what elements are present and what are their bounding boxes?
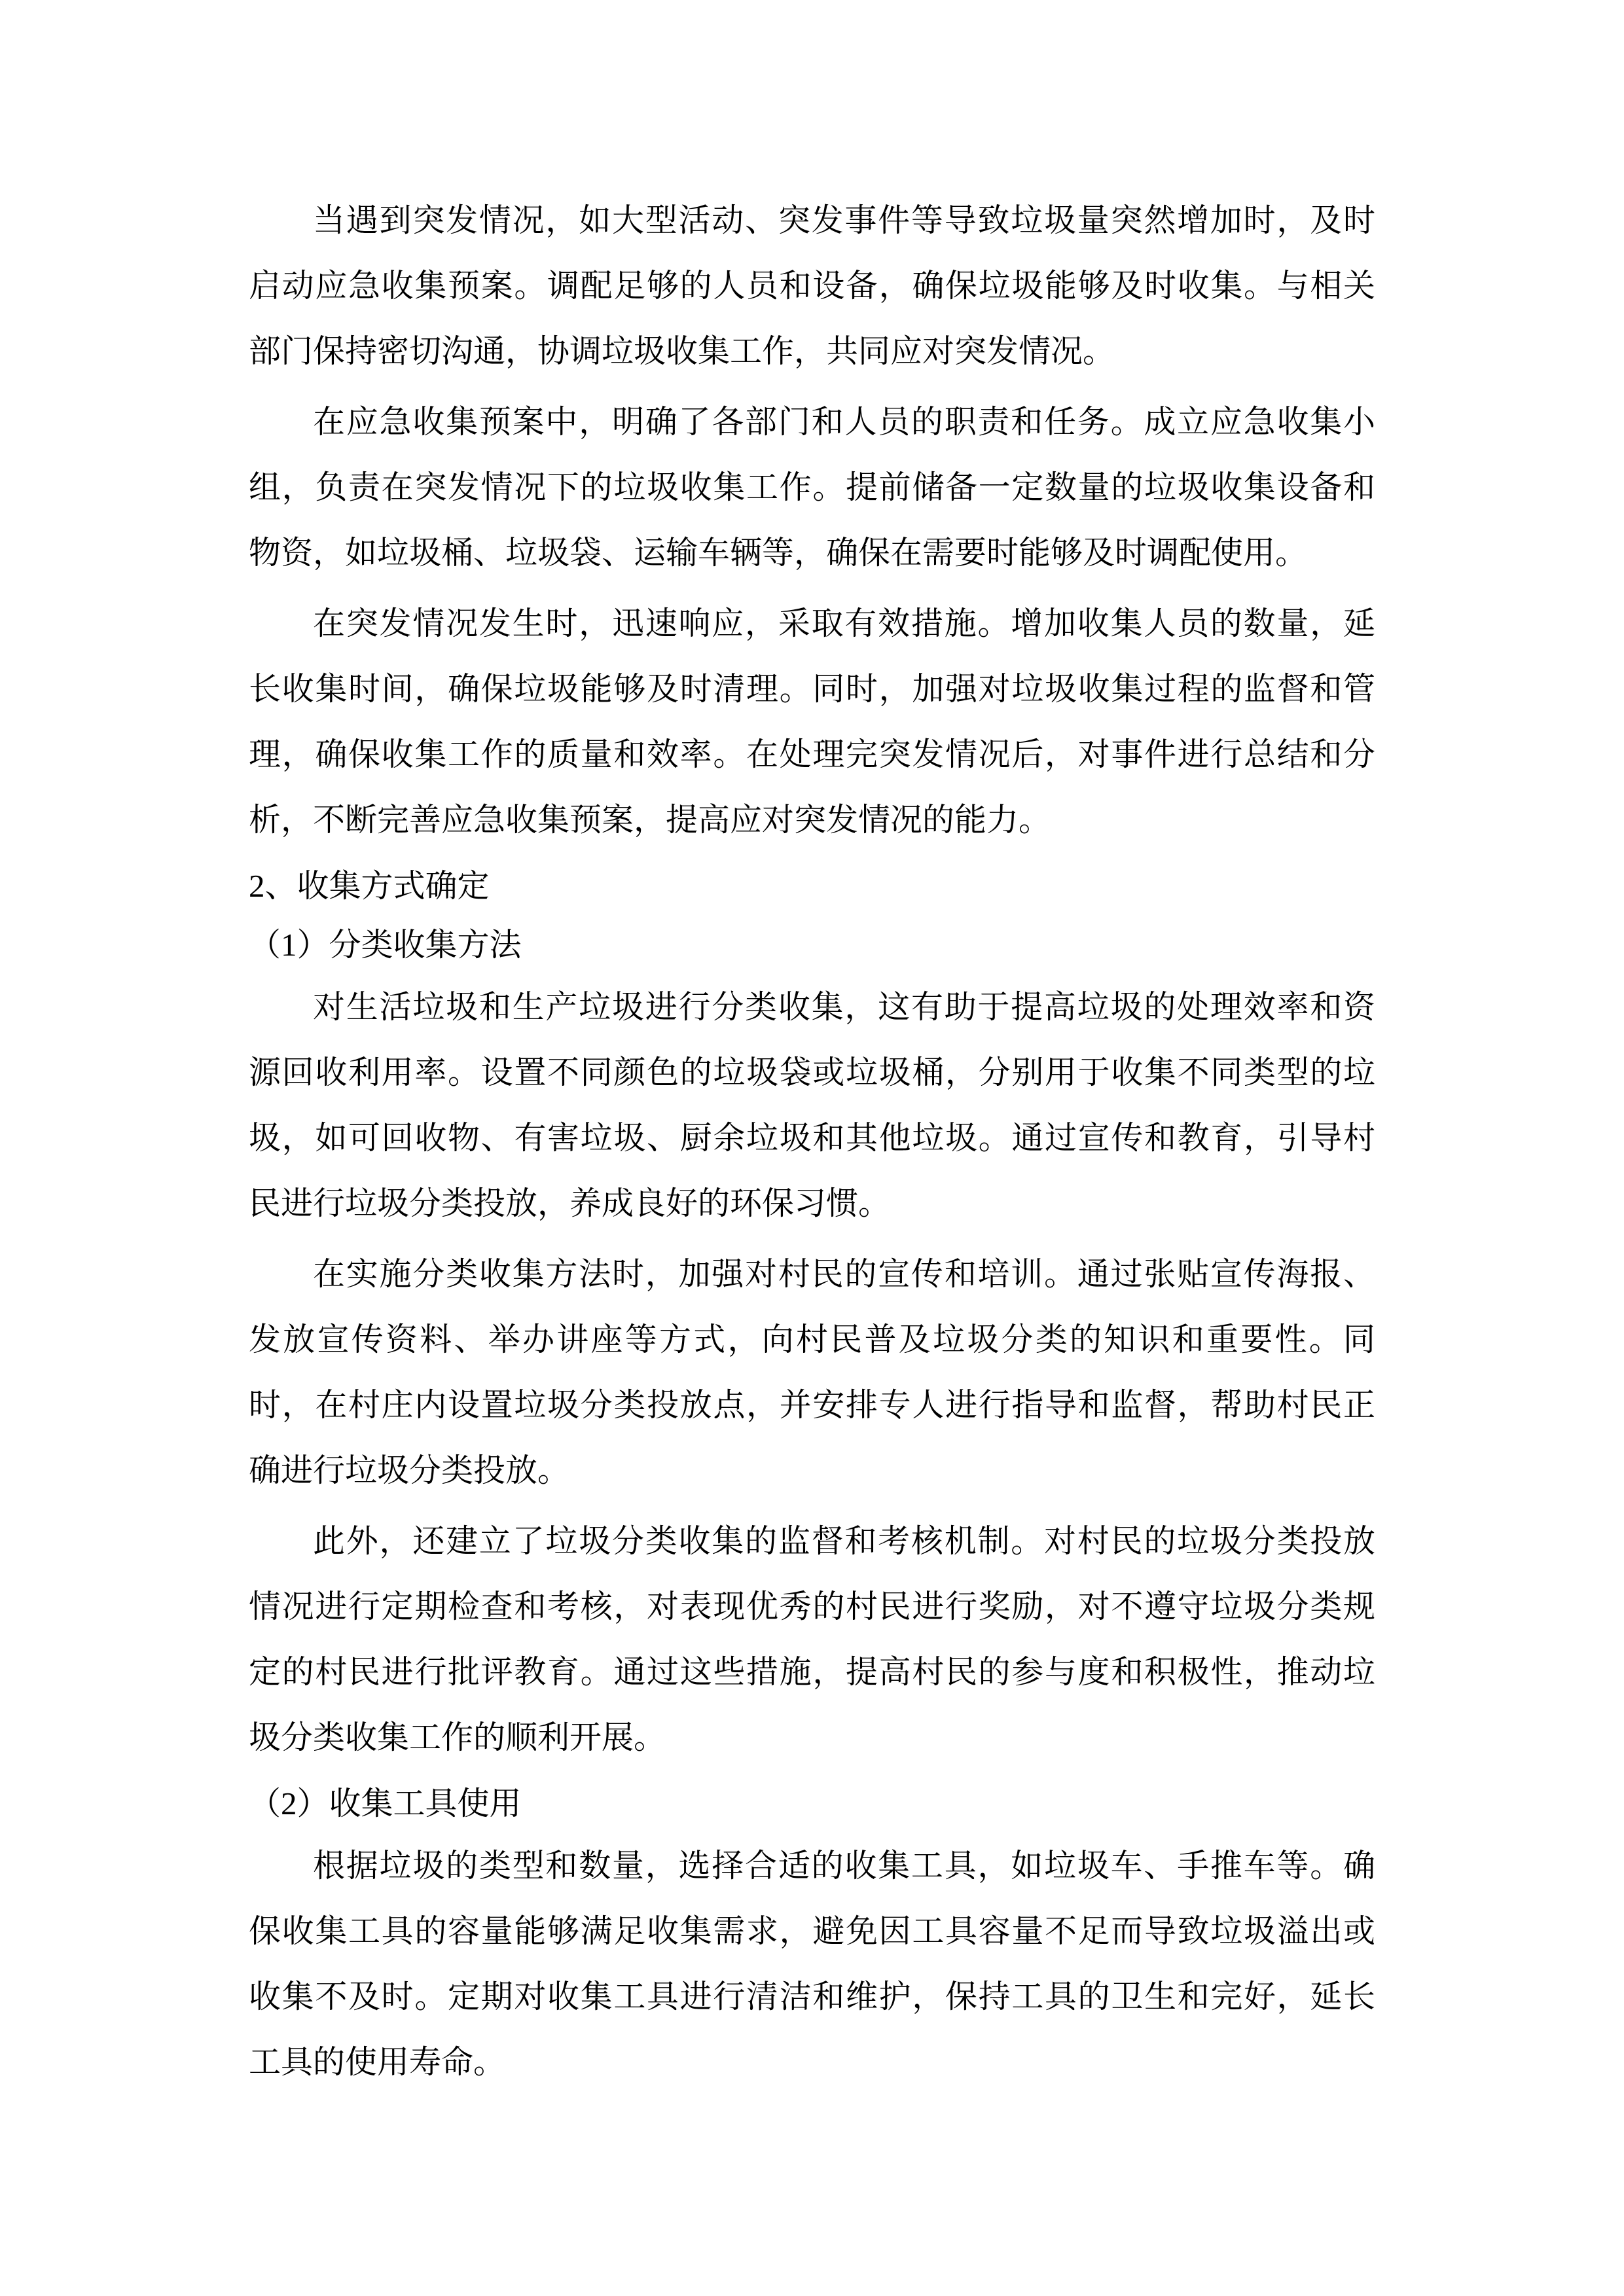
text-line: 圾分类收集工作的顺利开展。 bbox=[249, 1719, 666, 1755]
paragraph bbox=[249, 1242, 1375, 1503]
text-line: 民进行垃圾分类投放，养成良好的环保习惯。 bbox=[249, 1185, 891, 1221]
paragraph bbox=[249, 591, 1375, 853]
text-line: 物资，如垃圾桶、垃圾袋、运输车辆等，确保在需要时能够及时调配使用。 bbox=[249, 535, 1308, 571]
text-line: 析，不断完善应急收集预案，提高应对突发情况的能力。 bbox=[249, 802, 1051, 838]
text-line: 工具的使用寿命。 bbox=[249, 2044, 506, 2080]
section-heading bbox=[249, 1774, 1375, 1833]
text-line: 发放宣传资料、举办讲座等方式，向村民普及垃圾分类的知识和重要性。同 bbox=[249, 1321, 1375, 1357]
text-line: 在应急收集预案中，明确了各部门和人员的职责和任务。成立应急收集小 bbox=[313, 404, 1375, 440]
text-line: 确进行垃圾分类投放。 bbox=[249, 1452, 570, 1488]
text-line: 时，在村庄内设置垃圾分类投放点，并安排专人进行指导和监督，帮助村民正 bbox=[249, 1387, 1375, 1423]
text-line: 理，确保收集工作的质量和效率。在处理完突发情况后，对事件进行总结和分 bbox=[249, 736, 1375, 772]
text-line: 源回收利用率。设置不同颜色的垃圾袋或垃圾桶，分别用于收集不同类型的垃 bbox=[249, 1054, 1375, 1090]
text-line: 情况进行定期检查和考核，对表现优秀的村民进行奖励，对不遵守垃圾分类规 bbox=[249, 1588, 1375, 1624]
section-heading bbox=[249, 857, 1375, 916]
text-line: 在突发情况发生时，迅速响应，采取有效措施。增加收集人员的数量，延 bbox=[313, 605, 1375, 641]
text-line: 在实施分类收集方法时，加强对村民的宣传和培训。通过张贴宣传海报、 bbox=[313, 1256, 1375, 1292]
document-body bbox=[249, 188, 1375, 2095]
paragraph bbox=[249, 389, 1375, 586]
text-line: 部门保持密切沟通，协调垃圾收集工作，共同应对突发情况。 bbox=[249, 333, 1115, 369]
heading-line: 2、收集方式确定 bbox=[249, 868, 490, 904]
paragraph bbox=[249, 975, 1375, 1236]
text-line: 此外，还建立了垃圾分类收集的监督和考核机制。对村民的垃圾分类投放 bbox=[313, 1523, 1375, 1559]
heading-line: （2）收集工具使用 bbox=[249, 1785, 522, 1821]
text-line: 定的村民进行批评教育。通过这些措施，提高村民的参与度和积极性，推动垃 bbox=[249, 1654, 1375, 1690]
paragraph bbox=[249, 1509, 1375, 1770]
text-line: 圾，如可回收物、有害垃圾、厨余垃圾和其他垃圾。通过宣传和教育，引导村 bbox=[249, 1120, 1375, 1156]
text-line: 根据垃圾的类型和数量，选择合适的收集工具，如垃圾车、手推车等。确 bbox=[313, 1848, 1375, 1884]
paragraph bbox=[249, 188, 1375, 384]
heading-line: （1）分类收集方法 bbox=[249, 927, 522, 963]
text-line: 启动应急收集预案。调配足够的人员和设备，确保垃圾能够及时收集。与相关 bbox=[249, 268, 1375, 304]
paragraph bbox=[249, 1833, 1375, 2095]
text-line: 收集不及时。定期对收集工具进行清洁和维护，保持工具的卫生和完好，延长 bbox=[249, 1979, 1375, 2015]
text-line: 组，负责在突发情况下的垃圾收集工作。提前储备一定数量的垃圾收集设备和 bbox=[249, 469, 1375, 505]
text-line: 当遇到突发情况，如大型活动、突发事件等导致垃圾量突然增加时，及时 bbox=[313, 202, 1375, 238]
text-line: 保收集工具的容量能够满足收集需求，避免因工具容量不足而导致垃圾溢出或 bbox=[249, 1913, 1375, 1949]
section-heading bbox=[249, 916, 1375, 975]
text-line: 对生活垃圾和生产垃圾进行分类收集，这有助于提高垃圾的处理效率和资 bbox=[313, 989, 1375, 1025]
text-line: 长收集时间，确保垃圾能够及时清理。同时，加强对垃圾收集过程的监督和管 bbox=[249, 671, 1375, 707]
